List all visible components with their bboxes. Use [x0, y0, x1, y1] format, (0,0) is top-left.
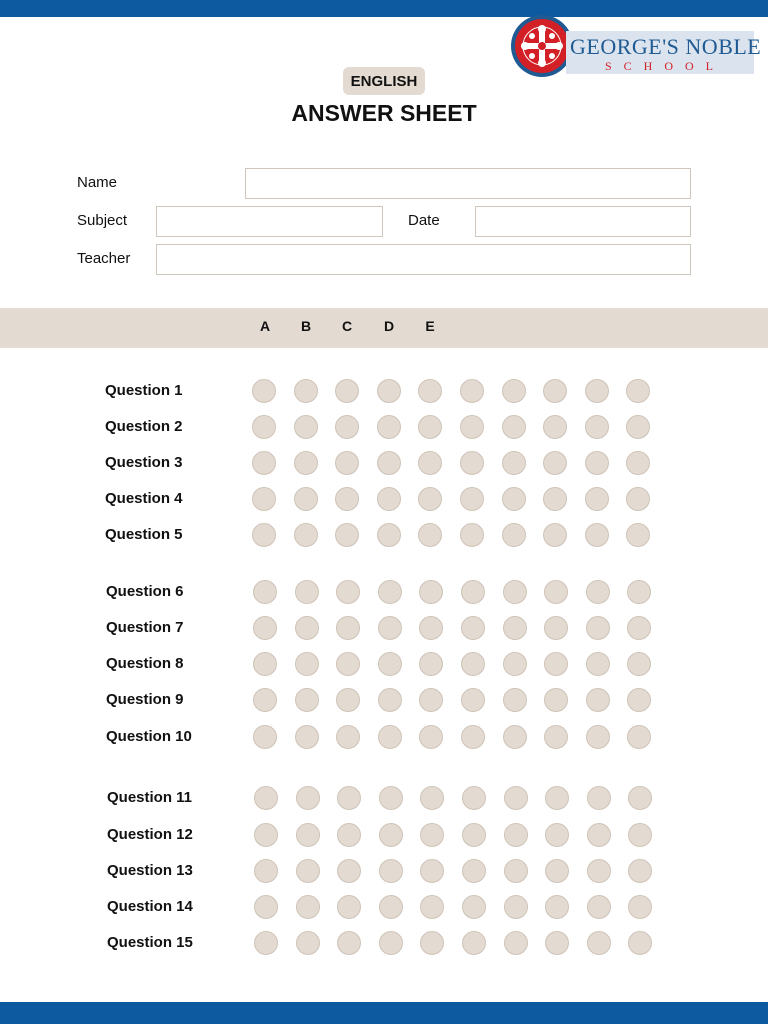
answer-bubble[interactable] — [586, 725, 610, 749]
answer-bubble[interactable] — [586, 616, 610, 640]
answer-bubble[interactable] — [626, 487, 650, 511]
column-label-d: D — [383, 318, 395, 334]
column-label-b: B — [300, 318, 312, 334]
answer-bubble[interactable] — [377, 523, 401, 547]
question-label: Question 12 — [107, 826, 193, 843]
teacher-field[interactable] — [156, 244, 691, 275]
school-logo — [510, 14, 762, 80]
answer-bubble[interactable] — [337, 786, 361, 810]
question-label: Question 8 — [106, 655, 184, 672]
answer-bubble[interactable] — [587, 786, 611, 810]
answer-bubble[interactable] — [502, 379, 526, 403]
answer-bubble[interactable] — [379, 895, 403, 919]
answer-bubble[interactable] — [253, 652, 277, 676]
answer-bubble[interactable] — [296, 786, 320, 810]
answer-bubble[interactable] — [420, 823, 444, 847]
answer-bubble[interactable] — [586, 688, 610, 712]
answer-bubble[interactable] — [379, 786, 403, 810]
answer-bubble[interactable] — [587, 931, 611, 955]
answer-bubble[interactable] — [254, 823, 278, 847]
answer-bubble[interactable] — [503, 580, 527, 604]
answer-bubble[interactable] — [628, 786, 652, 810]
answer-bubble[interactable] — [587, 895, 611, 919]
answer-bubble[interactable] — [336, 688, 360, 712]
answer-bubble[interactable] — [295, 688, 319, 712]
answer-bubble[interactable] — [544, 616, 568, 640]
bottom-blue-bar — [0, 1002, 768, 1024]
answer-bubble[interactable] — [420, 895, 444, 919]
answer-bubble[interactable] — [460, 451, 484, 475]
answer-bubble[interactable] — [626, 379, 650, 403]
answer-bubble[interactable] — [502, 451, 526, 475]
answer-bubble[interactable] — [543, 451, 567, 475]
answer-bubble[interactable] — [462, 859, 486, 883]
answer-bubble[interactable] — [503, 688, 527, 712]
answer-bubble[interactable] — [418, 451, 442, 475]
answer-bubble[interactable] — [418, 487, 442, 511]
question-label: Question 4 — [105, 490, 183, 507]
answer-bubble[interactable] — [336, 652, 360, 676]
question-label: Question 11 — [107, 789, 193, 806]
page-title: ANSWER SHEET — [291, 100, 477, 126]
teacher-label: Teacher — [77, 250, 131, 267]
question-label: Question 1 — [105, 382, 183, 399]
answer-bubble[interactable] — [460, 379, 484, 403]
answer-bubble[interactable] — [461, 580, 485, 604]
answer-bubble[interactable] — [296, 895, 320, 919]
answer-bubble[interactable] — [586, 580, 610, 604]
answer-bubble[interactable] — [543, 523, 567, 547]
answer-bubble[interactable] — [296, 823, 320, 847]
answer-bubble[interactable] — [253, 725, 277, 749]
answer-bubble[interactable] — [585, 523, 609, 547]
answer-bubble[interactable] — [335, 415, 359, 439]
answer-bubble[interactable] — [337, 931, 361, 955]
answer-bubble[interactable] — [378, 688, 402, 712]
answer-bubble[interactable] — [545, 823, 569, 847]
answer-bubble[interactable] — [294, 379, 318, 403]
subject-label: Subject — [77, 212, 128, 229]
date-label: Date — [408, 212, 440, 229]
answer-bubble[interactable] — [252, 451, 276, 475]
answer-bubble[interactable] — [377, 487, 401, 511]
answer-bubble[interactable] — [460, 487, 484, 511]
answer-bubble[interactable] — [627, 725, 651, 749]
answer-bubble[interactable] — [253, 616, 277, 640]
answer-bubble[interactable] — [254, 931, 278, 955]
answer-bubble[interactable] — [335, 379, 359, 403]
answer-bubble[interactable] — [627, 688, 651, 712]
answer-bubble[interactable] — [337, 895, 361, 919]
answer-bubble[interactable] — [585, 415, 609, 439]
answer-bubble[interactable] — [420, 786, 444, 810]
question-label: Question 14 — [107, 898, 193, 915]
question-label: Question 9 — [106, 691, 184, 708]
answer-bubble[interactable] — [336, 616, 360, 640]
answer-bubble[interactable] — [460, 415, 484, 439]
answer-bubble[interactable] — [503, 725, 527, 749]
answer-bubble[interactable] — [461, 616, 485, 640]
answer-bubble[interactable] — [462, 931, 486, 955]
answer-bubble[interactable] — [544, 580, 568, 604]
answer-bubble[interactable] — [460, 523, 484, 547]
answer-bubble[interactable] — [294, 523, 318, 547]
answer-bubble[interactable] — [504, 931, 528, 955]
answer-bubble[interactable] — [420, 931, 444, 955]
answer-bubble[interactable] — [419, 580, 443, 604]
answer-bubble[interactable] — [504, 786, 528, 810]
answer-bubble[interactable] — [586, 652, 610, 676]
answer-bubble[interactable] — [378, 652, 402, 676]
answer-bubble[interactable] — [587, 859, 611, 883]
answer-bubble[interactable] — [628, 823, 652, 847]
answer-bubble[interactable] — [420, 859, 444, 883]
answer-bubble[interactable] — [419, 725, 443, 749]
answer-bubble[interactable] — [337, 859, 361, 883]
answer-bubble[interactable] — [461, 725, 485, 749]
answer-bubble[interactable] — [626, 523, 650, 547]
answer-bubble[interactable] — [253, 580, 277, 604]
answer-bubble[interactable] — [502, 415, 526, 439]
answer-bubble[interactable] — [294, 487, 318, 511]
answer-bubble[interactable] — [296, 859, 320, 883]
question-label: Question 3 — [105, 454, 183, 471]
answer-bubble[interactable] — [543, 379, 567, 403]
answer-bubble[interactable] — [543, 415, 567, 439]
answer-bubble[interactable] — [377, 379, 401, 403]
question-label: Question 15 — [107, 934, 193, 951]
answer-bubble[interactable] — [335, 451, 359, 475]
answer-bubble[interactable] — [378, 616, 402, 640]
answer-bubble[interactable] — [462, 823, 486, 847]
answer-bubble[interactable] — [628, 859, 652, 883]
name-label: Name — [77, 174, 118, 191]
answer-bubble[interactable] — [253, 688, 277, 712]
answer-bubble[interactable] — [295, 580, 319, 604]
school-seal-icon — [510, 14, 574, 78]
answer-bubble[interactable] — [504, 859, 528, 883]
answer-bubble[interactable] — [418, 379, 442, 403]
answer-bubble[interactable] — [254, 895, 278, 919]
answer-bubble[interactable] — [626, 451, 650, 475]
answer-bubble[interactable] — [503, 652, 527, 676]
answer-bubble[interactable] — [335, 487, 359, 511]
name-field[interactable] — [245, 168, 691, 199]
school-subtitle: SCHOOL — [605, 59, 726, 73]
answer-bubble[interactable] — [335, 523, 359, 547]
answer-bubble[interactable] — [544, 725, 568, 749]
answer-bubble[interactable] — [337, 823, 361, 847]
column-label-c: C — [341, 318, 353, 334]
answer-bubble[interactable] — [627, 652, 651, 676]
answer-bubble[interactable] — [544, 688, 568, 712]
question-label: Question 10 — [106, 728, 192, 745]
answer-bubble[interactable] — [252, 523, 276, 547]
answer-bubble[interactable] — [418, 523, 442, 547]
answer-bubble[interactable] — [336, 580, 360, 604]
answer-bubble[interactable] — [585, 451, 609, 475]
answer-bubble[interactable] — [294, 415, 318, 439]
answer-bubble[interactable] — [545, 895, 569, 919]
answer-bubble[interactable] — [504, 823, 528, 847]
answer-bubble[interactable] — [502, 523, 526, 547]
answer-bubble[interactable] — [628, 895, 652, 919]
question-label: Question 7 — [106, 619, 184, 636]
answer-bubble[interactable] — [295, 652, 319, 676]
subject-field[interactable] — [156, 206, 383, 237]
answer-bubble[interactable] — [587, 823, 611, 847]
answer-bubble[interactable] — [419, 616, 443, 640]
answer-bubble[interactable] — [378, 725, 402, 749]
answer-bubble[interactable] — [626, 415, 650, 439]
subject-badge: ENGLISH — [343, 67, 425, 95]
answer-bubble[interactable] — [543, 487, 567, 511]
answer-bubble[interactable] — [254, 786, 278, 810]
answer-bubble[interactable] — [544, 652, 568, 676]
date-field[interactable] — [475, 206, 691, 237]
answer-bubble[interactable] — [252, 415, 276, 439]
answer-bubble[interactable] — [254, 859, 278, 883]
question-label: Question 2 — [105, 418, 183, 435]
answer-bubble[interactable] — [418, 415, 442, 439]
answer-bubble[interactable] — [461, 688, 485, 712]
answer-bubble[interactable] — [585, 379, 609, 403]
column-label-a: A — [259, 318, 271, 334]
answer-bubble[interactable] — [336, 725, 360, 749]
column-label-e: E — [425, 318, 435, 334]
answer-bubble[interactable] — [419, 652, 443, 676]
answer-bubble[interactable] — [295, 725, 319, 749]
answer-bubble[interactable] — [502, 487, 526, 511]
answer-bubble[interactable] — [252, 487, 276, 511]
answer-bubble[interactable] — [252, 379, 276, 403]
answer-bubble[interactable] — [377, 451, 401, 475]
answer-bubble[interactable] — [378, 580, 402, 604]
answer-bubble[interactable] — [627, 616, 651, 640]
answer-bubble[interactable] — [379, 823, 403, 847]
answer-bubble[interactable] — [585, 487, 609, 511]
answer-bubble[interactable] — [462, 895, 486, 919]
answer-bubble[interactable] — [379, 859, 403, 883]
answer-bubble[interactable] — [628, 931, 652, 955]
answer-bubble[interactable] — [294, 451, 318, 475]
answer-bubble[interactable] — [462, 786, 486, 810]
answer-bubble[interactable] — [379, 931, 403, 955]
answer-bubble[interactable] — [295, 616, 319, 640]
answer-bubble[interactable] — [503, 616, 527, 640]
question-label: Question 13 — [107, 862, 193, 879]
answer-bubble[interactable] — [296, 931, 320, 955]
question-label: Question 6 — [106, 583, 184, 600]
question-label: Question 5 — [105, 526, 183, 543]
answer-bubble[interactable] — [627, 580, 651, 604]
answer-bubble[interactable] — [504, 895, 528, 919]
answer-bubble[interactable] — [419, 688, 443, 712]
school-name: GEORGE'S NOBLE — [570, 34, 762, 59]
answer-bubble[interactable] — [377, 415, 401, 439]
answer-bubble[interactable] — [461, 652, 485, 676]
answer-bubble[interactable] — [545, 931, 569, 955]
answer-bubble[interactable] — [545, 859, 569, 883]
answer-bubble[interactable] — [545, 786, 569, 810]
